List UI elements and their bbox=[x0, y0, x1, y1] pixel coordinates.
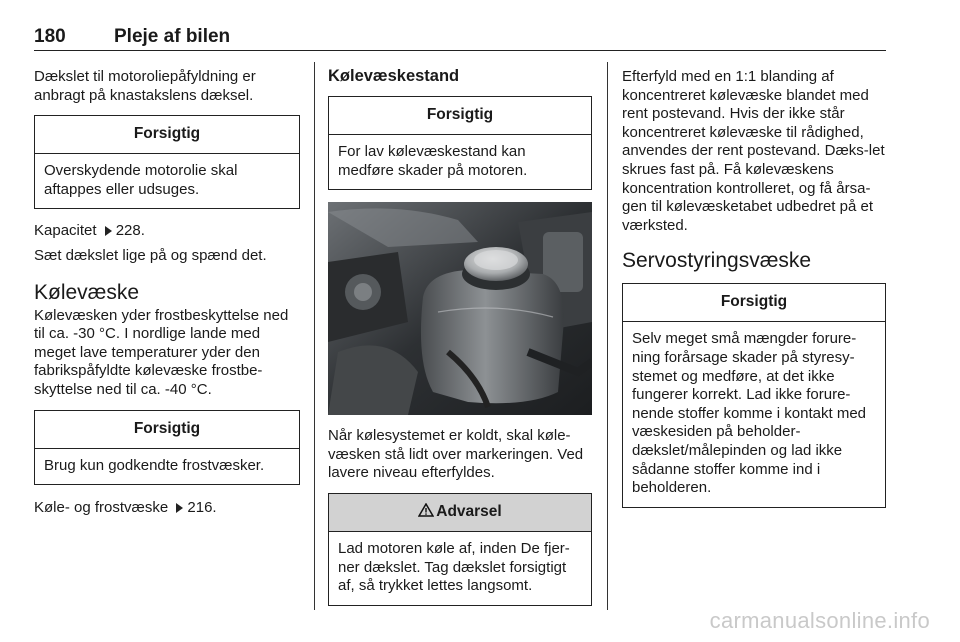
caution-heading: Forsigtig bbox=[35, 116, 299, 154]
antifreeze-page-ref[interactable]: 216. bbox=[187, 499, 217, 517]
caution-heading: Forsigtig bbox=[329, 97, 591, 135]
subsection-heading-coolant-level: Kølevæskestand bbox=[328, 67, 460, 85]
caution-box bbox=[34, 115, 300, 209]
reference-arrow-icon bbox=[105, 226, 112, 236]
coolant-reservoir-photo bbox=[328, 202, 592, 415]
column-3 bbox=[622, 64, 886, 508]
caution-box bbox=[622, 283, 886, 507]
column-1 bbox=[34, 64, 300, 518]
capacity-line: Kapacitet 228. bbox=[34, 222, 145, 240]
column-divider bbox=[607, 62, 608, 610]
refill-text: Efterfyld med en 1:1 blanding af koncentreret kølevæske blandet med rent postevand. Hvis der ikke står koncentreret kølevæske til rådighed, anvendes der rent postevand. Dæks-let skrues fast på. Få kølevæskens koncentration kontrolleret, og få årsa-gen til kølevæsketabet udbedret på et værksted. bbox=[622, 68, 885, 234]
cap-instruction: Sæt dækslet lige på og spænd det. bbox=[34, 246, 267, 264]
column-divider bbox=[314, 62, 315, 610]
caution-heading: Forsigtig bbox=[623, 284, 885, 322]
warning-heading: Advarsel bbox=[329, 494, 591, 532]
caution-box bbox=[328, 96, 592, 190]
page-header bbox=[34, 26, 886, 51]
caution-box bbox=[34, 410, 300, 486]
caution-heading: Forsigtig bbox=[35, 411, 299, 449]
section-heading-coolant: Kølevæske bbox=[34, 280, 140, 304]
page-title: Pleje af bilen bbox=[114, 26, 231, 47]
reference-arrow-icon bbox=[176, 503, 183, 513]
engine-bay-image bbox=[328, 202, 592, 415]
caution-body: For lav kølevæskestand kan medføre skader på motoren. bbox=[338, 143, 528, 179]
oil-cap-intro: Dækslet til motoroliepåfyldning er anbragt på knastakslens dæksel. bbox=[34, 68, 256, 104]
caution-body: Selv meget små mængder forure-ning forårsage skader på styresy-stemet og medføre, at det ikke fungerer korrekt. Lad ikke forure-nende stoffer komme i kontakt med væskesiden på beholder-dækslet/målepinden og lad ikke sådanne stoffer komme ind i beholderen. bbox=[632, 330, 867, 497]
column-2 bbox=[328, 64, 592, 606]
coolant-text: Kølevæsken yder frostbeskyttelse ned til ca. -30 °C. I nordlige lande med meget lave temperaturer yder den fabrikspåfyldte kølevæske frostbe-skyttelse ned til ca. -40 °C. bbox=[34, 306, 289, 398]
capacity-page-ref[interactable]: 228. bbox=[115, 222, 145, 240]
warning-box bbox=[328, 493, 592, 606]
antifreeze-line: Køle- og frostvæske 216. bbox=[34, 499, 217, 517]
caution-body: Overskydende motorolie skal aftappes eller udsuges. bbox=[44, 162, 238, 198]
warning-triangle-icon bbox=[418, 503, 434, 517]
warning-body: Lad motoren køle af, inden De fjer-ner dækslet. Tag dækslet forsigtigt af, så trykket lettes langsomt. bbox=[338, 539, 570, 595]
coolant-level-text: Når kølesystemet er koldt, skal køle-væsken stå lidt over markeringen. Ved lavere niveau efterfyldes. bbox=[328, 427, 584, 482]
caution-body: Brug kun godkendte frostvæsker. bbox=[44, 456, 265, 474]
section-heading-power-steering: Servostyringsvæske bbox=[622, 249, 812, 273]
watermark: carmanualsonline.info bbox=[709, 608, 930, 633]
page-number: 180 bbox=[34, 26, 66, 47]
